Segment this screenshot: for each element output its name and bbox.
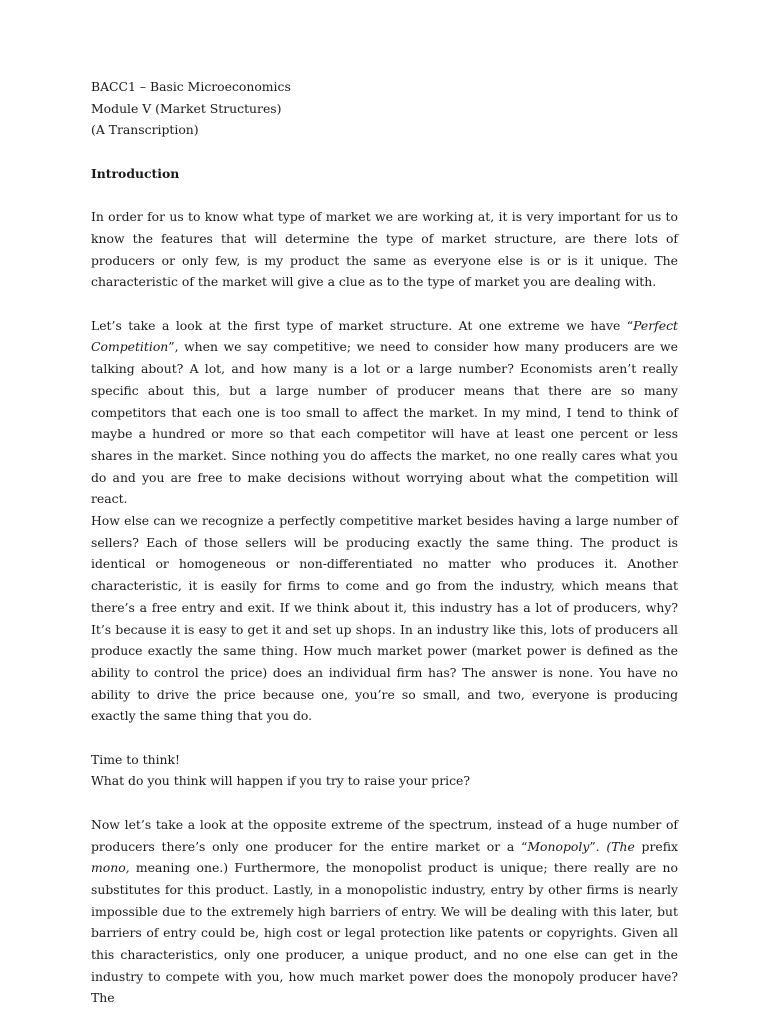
module-title: Module V (Market Structures) <box>91 100 282 116</box>
spacer <box>91 185 678 207</box>
paragraph-intro: In order for us to know what type of market we are working at, it is very important for us to know the features that will determine the type of market structure, are there lots of producers or only few, is my product the same as everyone else is or is it unique. The characteristic of the market will give a clue as to the type of market you are dealing with. <box>91 209 678 290</box>
paragraph-text: ”, when we say competitive; we need to consider how many producers are we talking about? A lot, and how many is a lot or a large number? Economists aren’t really specific about this, but a large number of producer means that there are so many competitors that each one is too small to affect the market. In my mind, I tend to think of maybe a hundred or more so that each competitor will have at least one percent or less shares in the market. Since nothing you do affects the market, no one really cares what you do and you are free to make decisions without worrying about what the competition will react. <box>91 339 678 507</box>
spacer <box>91 792 678 814</box>
term-perfect-competition: Perfect Competition <box>91 317 678 355</box>
document-page <box>91 76 678 1009</box>
think-prompt: Time to think! <box>91 751 181 767</box>
paragraph-monopoly <box>91 814 678 1009</box>
course-title: BACC1 – Basic Microeconomics <box>91 79 291 94</box>
term-monopoly: Monopoly <box>527 838 590 854</box>
paragraph-text: meaning one.) Furthermore, the monopolist product is unique; there really are no substitutes for this product. Lastly, in a monopolistic industry, entry by other firms is nearly impossible due to the extremely high barriers of entry. We will be dealing with this later, but barriers of entry could be, high cost or legal protection like patents or copyrights. Given all this characteristics, only one producer, a unique product, and no one else can get in the industry to compete with you, how much market power does the monopoly producer have? The <box>91 860 678 1006</box>
term-mono: mono, <box>91 860 130 876</box>
spacer <box>91 293 678 315</box>
paragraph-text: Let’s take a look at the first type of market structure. At one extreme we have “ <box>91 317 634 333</box>
aside-open: (The <box>606 838 635 854</box>
spacer <box>91 727 678 749</box>
paragraph-competitive-features: How else can we recognize a perfectly competitive market besides having a large number of sellers? Each of those sellers will be producing exactly the same thing. The product is identical or homogeneous or non-differentiated no matter who produces it. Another characteristic, it is easily for firms to come and go from the industry, which means that there’s a free entry and exit. If we think about it, this industry has a lot of producers, why? It’s because it is easy to get it and set up shops. In an industry like this, lots of producers all produce exactly the same thing. How much market power (market power is defined as the ability to control the price) does an individual firm has? The answer is none. You have no ability to drive the price because one, you’re so small, and two, everyone is producing exactly the same thing that you do. <box>91 513 678 724</box>
transcription-note: (A Transcription) <box>91 122 199 138</box>
section-heading: Introduction <box>91 165 180 181</box>
aside-text: prefix <box>634 838 678 854</box>
paragraph-perfect-competition <box>91 315 678 510</box>
paragraph-text: Now let’s take a look at the opposite extreme of the spectrum, instead of a huge number of producers there’s only one producer for the entire market or a “ <box>91 816 678 854</box>
think-question: What do you think will happen if you try to raise your price? <box>91 773 471 789</box>
paragraph-text: ”. <box>589 838 607 854</box>
